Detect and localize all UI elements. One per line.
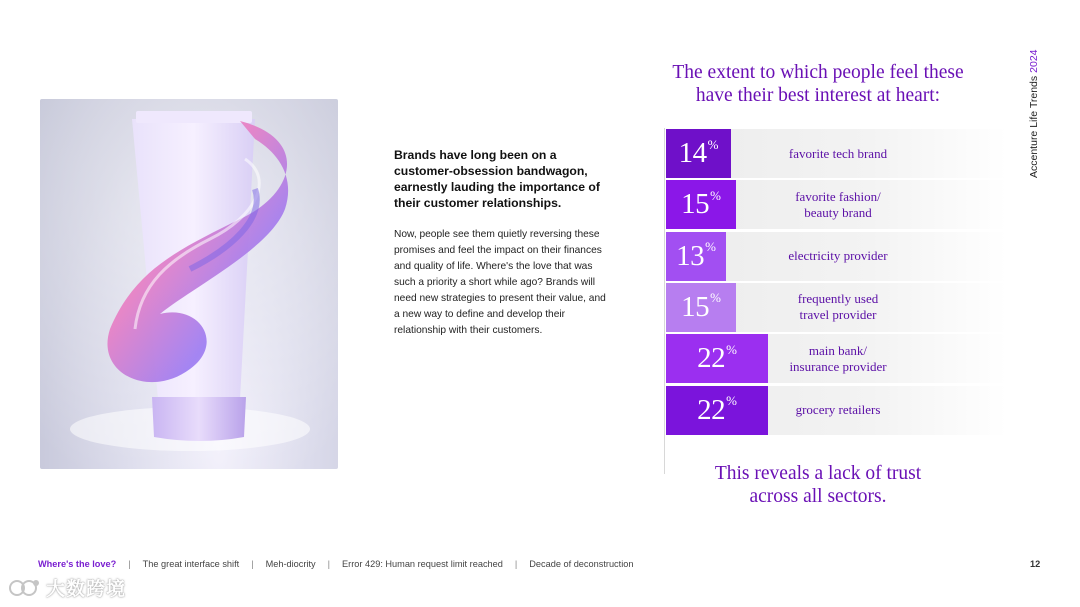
bar-value-unit: % [707, 136, 719, 152]
bar-value-label: 13 [676, 239, 705, 272]
chart-bar [666, 232, 726, 281]
bar-value-label: 14 [678, 137, 707, 169]
bar-value-label: 22 [697, 342, 726, 375]
watermark-logo-icon [8, 577, 42, 599]
bar-value-label: 22 [697, 393, 726, 426]
footer-nav-item[interactable]: Meh-diocrity [265, 559, 316, 569]
footer-separator: | [251, 559, 254, 569]
bar-category-label: main bank/ insurance provider [789, 342, 887, 374]
lotion-tube-illustration [40, 99, 338, 469]
chart-row [666, 129, 1007, 178]
hero-image [40, 99, 338, 469]
bar-value-label: 15 [681, 290, 710, 323]
page-number: 12 [1030, 559, 1041, 569]
footer-nav-item[interactable]: The great interface shift [142, 559, 240, 569]
chart-bar [666, 129, 731, 178]
chart-row [666, 283, 1007, 332]
watermark [8, 574, 126, 601]
bar-category-label: frequently used travel provider [797, 291, 879, 323]
bar-value-label: 15 [681, 188, 710, 221]
footer-separator: | [128, 559, 131, 569]
chart-bar [666, 283, 736, 332]
chart-title: The extent to which people feel these have their best interest at heart: [672, 62, 964, 106]
bar-value-unit: % [726, 393, 737, 408]
watermark-text: 大数跨境 [46, 579, 127, 600]
chart-row [666, 334, 1007, 383]
bar-value-unit: % [705, 239, 716, 255]
report-title-text: Accenture Life Trends [1028, 75, 1040, 178]
chart-row [666, 232, 1007, 281]
bar-value-unit: % [710, 187, 721, 203]
chart-bar [666, 334, 768, 383]
chart-bar [666, 180, 736, 229]
chart-conclusion: This reveals a lack of trust across all sectors. [714, 463, 922, 507]
chart-row [666, 180, 1007, 229]
bar-category-label: electricity provider [788, 248, 888, 264]
chart-bar [666, 386, 768, 435]
chart-row [666, 386, 1007, 435]
body-text: Now, people see them quietly reversing these promises and feel the impact on their finances and quality of life. Where's the love that was such a priority a short while ago? Brands will need new strategies to present their value, and a new way to define and develop their relationship with their customers. [394, 229, 606, 336]
bar-category-label: favorite fashion/ beauty brand [795, 188, 881, 220]
bar-category-label: grocery retailers [795, 402, 881, 417]
footer-nav-item[interactable]: Where's the love? [38, 559, 117, 569]
footer-nav [38, 559, 633, 569]
bar-value-unit: % [710, 290, 721, 306]
footer-nav-item[interactable]: Decade of deconstruction [529, 559, 634, 569]
intro-text: Brands have long been on a customer-obsession bandwagon, earnestly lauding the importance of their customer relationships. [394, 148, 600, 210]
bar-category-label: favorite tech brand [788, 145, 888, 161]
bar-value-unit: % [726, 341, 737, 357]
report-title [1028, 50, 1040, 179]
footer-separator: | [514, 559, 518, 569]
footer-nav-item[interactable]: Error 429: Human request limit reached [342, 559, 503, 569]
footer-separator: | [327, 559, 331, 569]
chart-axis-line [664, 128, 665, 474]
report-year: 2024 [1028, 49, 1040, 73]
